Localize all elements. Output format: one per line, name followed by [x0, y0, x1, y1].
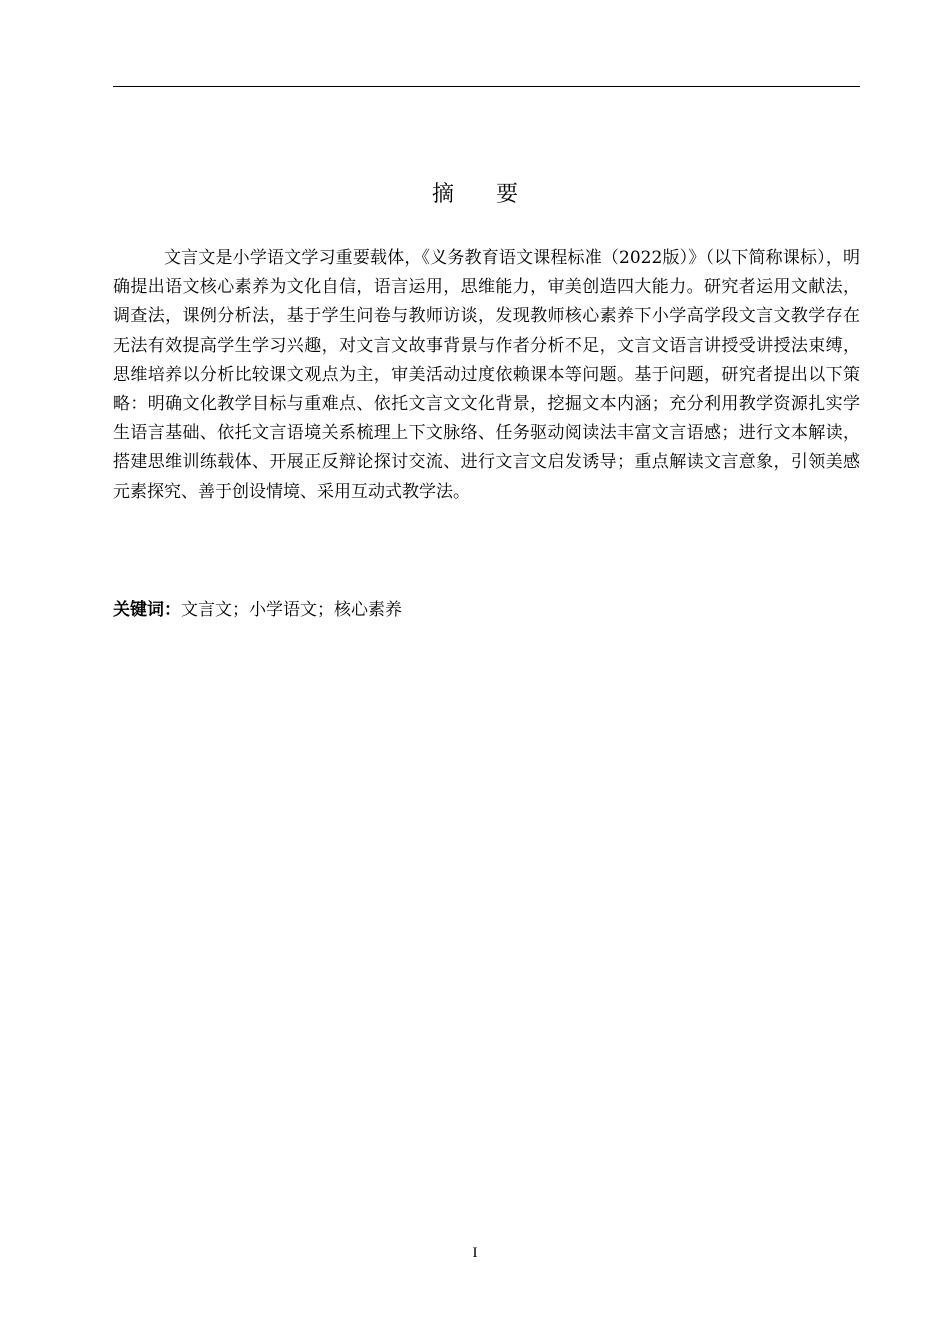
keywords-label: 关键词：	[113, 600, 181, 620]
page-title: 摘要	[431, 182, 560, 207]
abstract-paragraph: 文言文是小学语文学习重要载体，《义务教育语文课程标准（2022版）》（以下简称课标），明确提出语文核心素养为文化自信，语言运用，思维能力，审美创造四大能力。研究者运用文献法，调查法，课例分析法，基于学生问卷与教师访谈，发现教师核心素养下小学高学段文言文教学存在无法有效提高学生学习兴趣，对文言文故事背景与作者分析不足，文言文语言讲授受讲授法束缚，思维培养以分析比较课文观点为主，审美活动过度依赖课本等问题。基于问题，研究者提出以下策略：明确文化教学目标与重难点、依托文言文文化背景，挖掘文本内涵；充分利用教学资源扎实学生语言基础、依托文言语境关系梳理上下文脉络、任务驱动阅读法丰富文言语感；进行文本解读，搭建思维训练载体、开展正反辩论探讨交流、进行文言文启发诱导；重点解读文言意象，引领美感元素探究、善于创设情境、采用互动式教学法。	[113, 248, 860, 502]
page-number: I	[472, 1245, 478, 1261]
keywords-text: 文言文；小学语文；核心素养	[181, 600, 402, 620]
keywords-line	[113, 596, 860, 625]
header-rule	[113, 86, 860, 87]
